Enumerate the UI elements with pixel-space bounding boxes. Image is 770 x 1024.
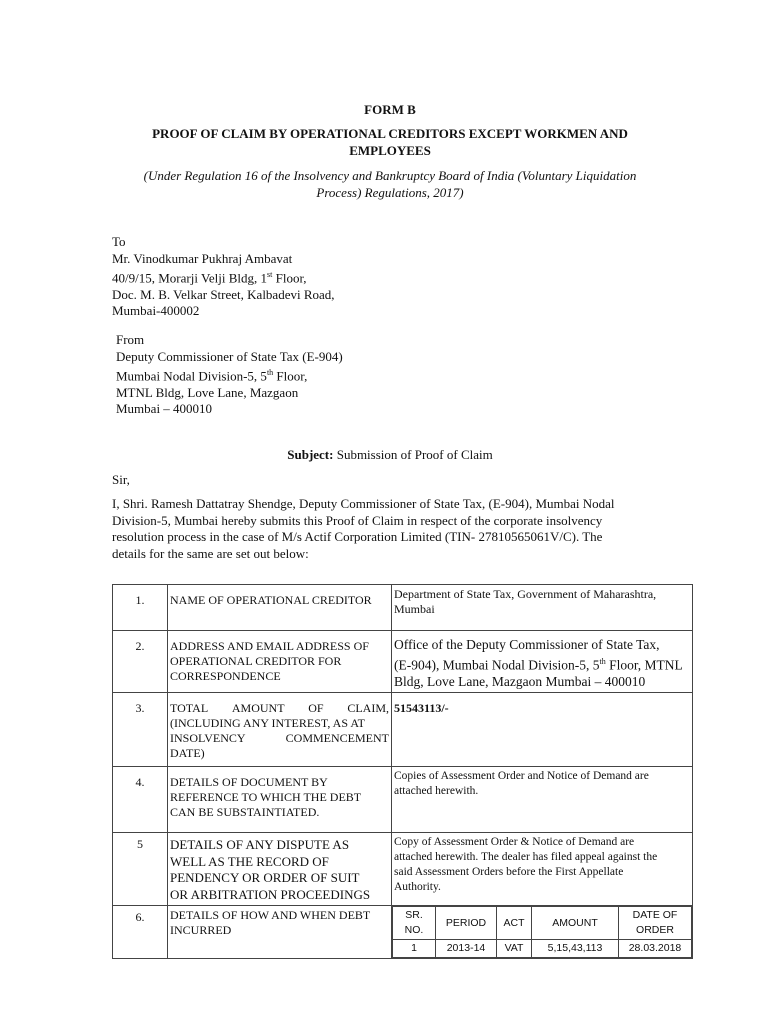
cell-act: VAT	[497, 940, 532, 958]
table-row	[113, 631, 693, 693]
from-address-line3: Mumbai – 400010	[116, 401, 213, 417]
salutation: Sir,	[112, 472, 130, 487]
to-address-block	[112, 234, 335, 320]
table-row	[113, 693, 693, 767]
row-number: 2.	[113, 631, 168, 693]
header-act: ACT	[497, 907, 532, 940]
row-label: NAME OF OPERATIONAL CREDITOR	[168, 585, 392, 631]
form-heading-line2: EMPLOYEES	[349, 143, 431, 158]
debt-table	[392, 906, 692, 958]
row-value: Copies of Assessment Order and Notice of Demand are attached herewith.	[392, 767, 693, 833]
table-row	[113, 767, 693, 833]
claim-table	[112, 584, 693, 959]
row-label: DETAILS OF ANY DISPUTE AS WELL AS THE RECORD OF PENDENCY OR ORDER OF SUIT OR ARBITRATION PROCEEDINGS	[168, 833, 392, 906]
table-row	[113, 833, 693, 906]
header-period: PERIOD	[436, 907, 497, 940]
to-name: Mr. Vinodkumar Pukhraj Ambavat	[112, 250, 293, 266]
subject-line	[100, 447, 680, 463]
from-label: From	[116, 332, 145, 347]
table-row	[113, 585, 693, 631]
form-heading	[90, 125, 690, 159]
cell-sr-no: 1	[393, 940, 436, 958]
row-number: 5	[113, 833, 168, 906]
cell-period: 2013-14	[436, 940, 497, 958]
row-label: TOTAL AMOUNT OF CLAIM, (INCLUDING ANY INTEREST, AS AT INSOLVENCY COMMENCEMENT DATE)	[168, 693, 392, 767]
row-value: Copy of Assessment Order & Notice of Demand are attached herewith. The dealer has filed appeal against the said Assessment Orders before the First Appellate Authority.	[392, 833, 693, 906]
body-line2: Division-5, Mumbai hereby submits this Proof of Claim in respect of the corporate insolvency	[112, 512, 603, 528]
from-address-line1: Mumbai Nodal Division-5, 5th Floor,	[116, 368, 308, 384]
row-number: 6.	[113, 906, 168, 959]
to-address-line3: Mumbai-400002	[112, 303, 200, 319]
total-claim-amount: 51543113/-	[392, 693, 693, 767]
to-label: To	[112, 234, 126, 249]
row-label: DETAILS OF DOCUMENT BY REFERENCE TO WHICH THE DEBT CAN BE SUBSTAINTIATED.	[168, 767, 392, 833]
form-heading-line1: PROOF OF CLAIM BY OPERATIONAL CREDITORS EXCEPT WORKMEN AND	[152, 126, 628, 141]
body-paragraph	[112, 496, 692, 562]
header-amount: AMOUNT	[532, 907, 619, 940]
from-address-block	[116, 332, 343, 418]
row-value: Department of State Tax, Government of Maharashtra, Mumbai	[392, 585, 693, 631]
cell-date-of-order: 28.03.2018	[619, 940, 692, 958]
row-label: ADDRESS AND EMAIL ADDRESS OF OPERATIONAL CREDITOR FOR CORRESPONDENCE	[168, 631, 392, 693]
debt-table-row	[393, 940, 692, 958]
to-address-line2: Doc. M. B. Velkar Street, Kalbadevi Road,	[112, 286, 335, 302]
row-label: DETAILS OF HOW AND WHEN DEBT INCURRED	[168, 906, 392, 959]
debt-table-header	[393, 907, 692, 940]
from-address-line2: MTNL Bldg, Love Lane, Mazgaon	[116, 384, 299, 400]
header-date-of-order: DATE OF ORDER	[619, 907, 692, 940]
table-row	[113, 906, 693, 959]
debt-details-cell	[392, 906, 693, 959]
form-regulation	[90, 167, 690, 201]
form-regulation-line1: (Under Regulation 16 of the Insolvency and Bankruptcy Board of India (Voluntary Liquidation	[143, 168, 637, 183]
to-address-line1: 40/9/15, Morarji Velji Bldg, 1st Floor,	[112, 270, 307, 286]
subject-text: Submission of Proof of Claim	[333, 447, 493, 462]
body-line4: details for the same are set out below:	[112, 545, 309, 561]
from-name: Deputy Commissioner of State Tax (E-904)	[116, 348, 343, 364]
row-number: 4.	[113, 767, 168, 833]
body-line1: I, Shri. Ramesh Dattatray Shendge, Deputy Commissioner of State Tax, (E-904), Mumbai Nodal	[112, 496, 615, 511]
row-value: Office of the Deputy Commissioner of State Tax, (E-904), Mumbai Nodal Division-5, 5th Floor, MTNL Bldg, Love Lane, Mazgaon Mumbai – 400010	[392, 631, 693, 693]
header-sr-no: SR. NO.	[393, 907, 436, 940]
form-title: FORM B	[364, 102, 416, 117]
row-number: 3.	[113, 693, 168, 767]
form-regulation-line2: Process) Regulations, 2017)	[316, 185, 464, 200]
body-line3: resolution process in the case of M/s Actif Corporation Limited (TIN- 27810565061V/C). The	[112, 529, 603, 544]
row-number: 1.	[113, 585, 168, 631]
cell-amount: 5,15,43,113	[532, 940, 619, 958]
subject-label: Subject:	[287, 447, 334, 462]
